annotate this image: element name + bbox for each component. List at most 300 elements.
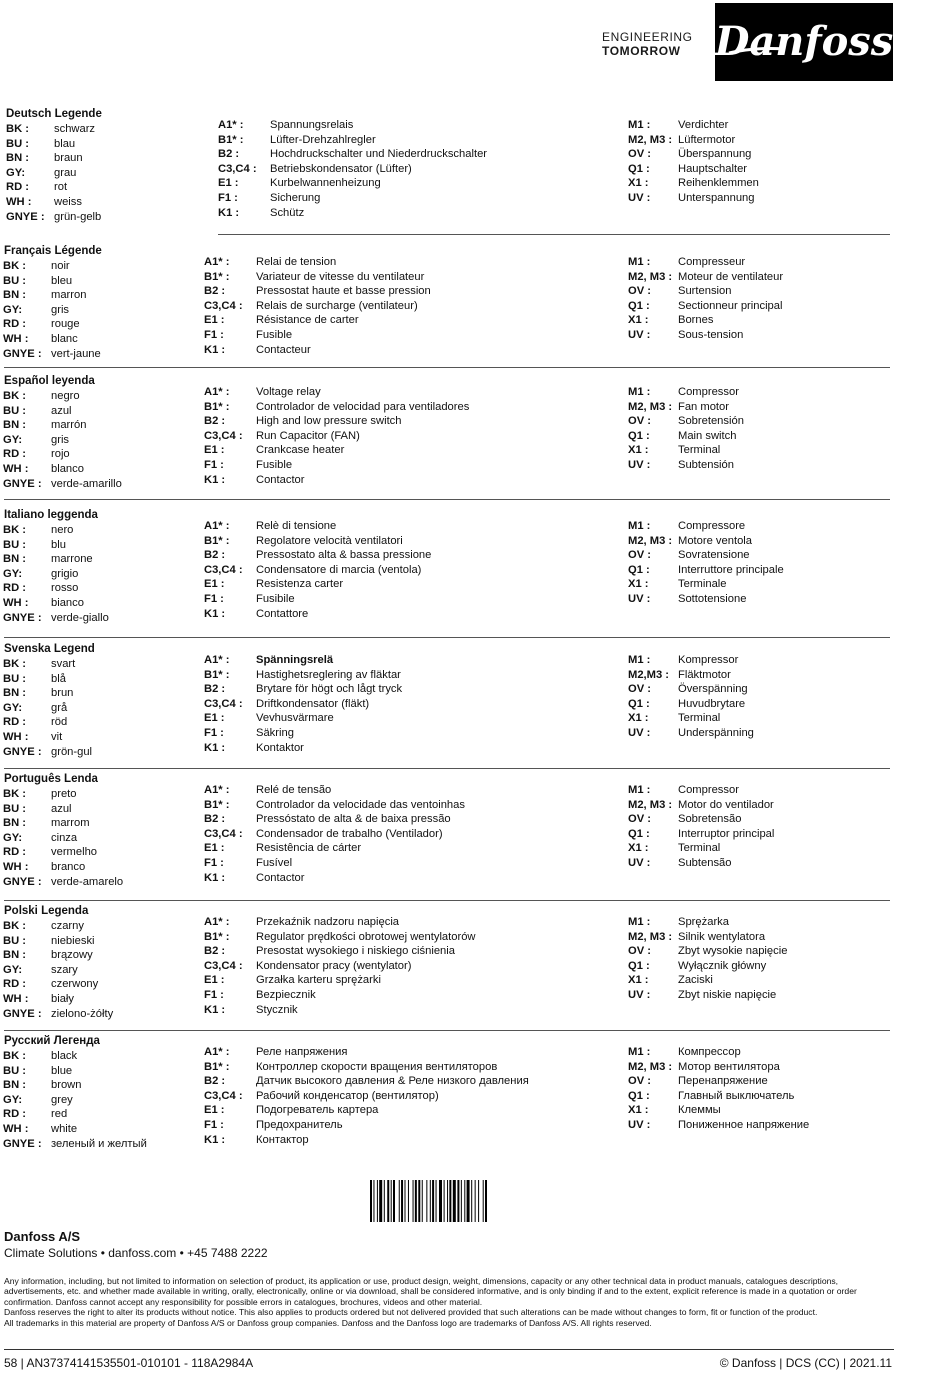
legend-key: A1* : [204,916,230,928]
legend-key: WH : [3,1122,29,1135]
legend-value: Überspannung [678,148,752,161]
legend-key: Q1 : [628,563,650,576]
legend-section [0,905,890,1035]
legend-key: M1 : [628,916,651,928]
legend-value: Spannungsrelais [270,119,354,131]
legend-key: WH : [3,992,29,1005]
legend-key: BK : [3,260,26,272]
legend-key: B1* : [204,534,230,547]
legend-value: Surtension [678,285,732,298]
legend-key: F1 : [204,856,224,869]
legend-key: BK : [3,788,26,800]
section-divider [218,234,890,235]
section-divider [4,900,890,901]
legend-value: Unterspannung [678,191,755,204]
legend-value: Реле напряжения [256,1046,348,1058]
legend-value: rot [54,181,68,194]
section-divider [4,1030,890,1031]
legend-key: BU : [3,404,26,417]
legend-value: braun [54,152,83,165]
legend-section [0,643,890,773]
legend-value: blu [51,538,66,551]
legend-value: weiss [54,195,82,208]
legend-key: K1 : [204,741,226,754]
tagline-line-2: TOMORROW [602,44,681,58]
legend-key: GY: [3,963,23,976]
legend-key: M2, M3 : [628,534,673,547]
legend-value: blau [54,137,76,150]
legend-value: gris [51,433,70,446]
legend-key: GY: [3,1093,23,1106]
legend-key: F1 : [204,726,224,739]
legend-key: E1 : [204,578,225,591]
legend-key: X1 : [628,444,649,457]
legend-value: verde-amarillo [51,477,122,490]
legend-key: Q1 : [628,429,650,442]
legend-key: OV : [628,148,651,161]
legend-key: GY: [3,701,23,714]
legend-value: czarny [51,920,84,932]
tagline-line-1: ENGINEERING [602,30,693,44]
legend-key: E1 : [204,842,225,855]
legend-key: B2 : [204,285,226,298]
legend-value: Пониженное напряжение [678,1118,810,1131]
legend-key: BK : [3,920,26,932]
legend-value: Wyłącznik główny [678,959,767,972]
legend-key: K1 : [204,1133,226,1146]
legend-value: vermelho [51,846,98,859]
legend-key: M1 : [628,1046,651,1058]
legend-key: BK : [3,390,26,402]
legend-value: biały [51,992,75,1005]
legend-key: OV : [628,683,651,696]
legend-value: Spänningsrelä [256,654,334,666]
legend-value: Regulator prędkości obrotowej wentylatorów [256,930,476,943]
legend-key: WH : [3,730,29,743]
legend-key: BN : [3,687,26,700]
footer-company: Danfoss A/S [4,1229,81,1244]
legend-value: Motor do ventilador [678,798,774,811]
legend-key: BK : [3,1050,26,1062]
legend-value: verde-giallo [51,611,109,624]
legend-key: OV : [628,285,651,298]
legend-key: M2,M3 : [628,668,670,681]
legend-key: M1 : [628,654,651,666]
legend-key: B2 : [204,1075,226,1088]
legend-key: F1 : [204,592,224,605]
legend-key: E1 : [204,314,225,327]
legend-key: B1* : [204,1060,230,1073]
barcode [370,1180,530,1222]
legend-key: RD : [3,1108,26,1121]
footer-contact: Climate Solutions • danfoss.com • +45 7488 2222 [4,1246,268,1260]
legend-key: A1* : [218,119,244,131]
legend-value: rosso [51,582,79,595]
legend-key: GY: [3,567,23,580]
legend-key: C3,C4 : [218,162,257,175]
legend-key: M2, M3 : [628,133,673,146]
legend-value: Рабочий конденсатор (вентилятор) [256,1089,439,1102]
logo-wordmark: Danfoss [715,18,893,65]
danfoss-logo [715,3,893,81]
legend-key: C3,C4 : [204,959,243,972]
legend-value: azul [51,802,72,815]
legend-value: svart [51,658,76,670]
legend-value: Contattore [256,607,309,620]
legend-key: OV : [628,415,651,428]
legend-value: Subtensión [678,458,734,471]
legend-key: BK : [3,658,26,670]
legend-key: GNYE : [3,347,42,360]
legend-value: Grzałka karteru sprężarki [256,974,381,987]
legend-key: X1 : [628,712,649,725]
legend-value: Sobretensión [678,415,744,428]
legend-value: Condensatore di marcia (ventola) [256,563,422,576]
header-tagline [602,30,693,58]
legend-key: B2 : [204,683,226,696]
legend-key: RD : [3,582,26,595]
legend-value: Zbyt wysokie napięcie [678,945,788,958]
legend-value: Terminal [678,712,721,725]
legend-value: noir [51,260,70,272]
legend-key: BU : [3,672,26,685]
legend-value: Variateur de vitesse du ventilateur [256,270,425,283]
legend-value: red [51,1108,68,1121]
legend-value: vit [51,730,63,743]
legend-title: Português Lenda [4,773,98,785]
legend-key: M1 : [628,386,651,398]
legend-key: X1 : [628,974,649,987]
legend-value: Controlador de velocidad para ventiladores [256,400,470,413]
legend-key: GNYE : [6,210,45,223]
legend-key: RD : [3,318,26,331]
legend-key: Q1 : [628,827,650,840]
legend-key: X1 : [628,578,649,591]
disclaimer-paragraph: All trademarks in this material are property of Danfoss A/S or Danfoss group companies. Danfoss and the Danfoss logo are trademarks of Danfoss A/S. All rights reserved. [4,1317,652,1328]
legend-value: vert-jaune [51,347,101,360]
legend-key: M1 : [628,520,651,532]
legend-key: X1 : [628,1104,649,1117]
legend-key: M2, M3 : [628,1060,673,1073]
legend-value: Stycznik [256,1003,298,1016]
legend-key: BN : [6,152,29,165]
legend-key: UV : [628,592,651,605]
legend-key: C3,C4 : [204,429,243,442]
legend-value: Motore ventola [678,534,753,547]
legend-value: Przekaźnik nadzoru napięcia [256,916,400,928]
legend-key: K1 : [204,871,226,884]
legend-value: schwarz [54,123,96,135]
legend-key: GY: [3,433,23,446]
legend-value: Hochdruckschalter und Niederdruckschalter [270,148,488,161]
legend-key: WH : [3,332,29,345]
legend-title: Русский Легенда [4,1035,100,1047]
legend-key: GY: [6,166,26,179]
legend-value: grün-gelb [54,210,102,223]
legend-key: X1 : [628,177,649,190]
legend-value: rouge [51,318,80,331]
legend-value: blue [51,1064,73,1077]
legend-value: Sous-tension [678,328,744,341]
legend-key: K1 : [204,473,226,486]
legend-value: bianco [51,596,84,609]
legend-key: K1 : [204,1003,226,1016]
legend-value: Terminal [678,842,721,855]
legend-key: B1* : [204,400,230,413]
legend-value: Condensador de trabalho (Ventilador) [256,827,443,840]
copyright: © Danfoss | DCS (CC) | 2021.11 [719,1356,892,1370]
legend-key: E1 : [204,1104,225,1117]
legend-value: Crankcase heater [256,444,345,457]
legend-value: Lüftermotor [678,133,736,146]
legend-value: black [51,1050,78,1062]
legend-value: preto [51,788,77,800]
legend-key: BU : [3,538,26,551]
legend-key: UV : [628,191,651,204]
legend-value: Verdichter [678,119,729,131]
legend-value: Fusibile [256,592,295,605]
legend-key: C3,C4 : [204,827,243,840]
legend-value: white [51,1122,78,1135]
legend-section [0,375,890,505]
legend-key: E1 : [204,444,225,457]
legend-key: OV : [628,549,651,562]
legend-key: GNYE : [3,611,42,624]
legend-key: B1* : [204,930,230,943]
legend-key: C3,C4 : [204,563,243,576]
legend-value: Relè di tensione [256,520,337,532]
legend-key: BU : [3,1064,26,1077]
legend-value: blanco [51,462,84,475]
legend-key: A1* : [204,1046,230,1058]
legend-key: F1 : [204,1118,224,1131]
legend-value: azul [51,404,72,417]
legend-key: BN : [3,1079,26,1092]
legend-value: zielono-żółty [51,1007,114,1020]
legend-key: B1* : [204,270,230,283]
legend-section [0,773,890,903]
legend-value: Предохранитель [256,1118,343,1131]
legend-value: Клеммы [678,1104,721,1117]
legend-key: RD : [6,181,29,194]
legend-value: Zaciski [678,974,713,987]
legend-key: M2, M3 : [628,270,673,283]
legend-key: BK : [3,524,26,536]
legend-value: Presostat wysokiego i niskiego ciśnienia [256,945,455,958]
legend-key: OV : [628,1075,651,1088]
legend-value: Huvudbrytare [678,697,746,710]
legend-value: Compressore [678,520,746,532]
legend-key: B2 : [204,945,226,958]
legend-value: branco [51,860,86,873]
legend-value: Sprężarka [678,916,729,928]
legend-value: Brytare för högt och lågt tryck [256,683,403,696]
legend-key: Q1 : [628,299,650,312]
legend-value: Terminale [678,578,727,591]
legend-key: BU : [6,137,29,150]
legend-key: GNYE : [3,1007,42,1020]
legend-section [0,509,890,639]
legend-key: Q1 : [628,1089,650,1102]
legend-value: szary [51,963,78,976]
legend-value: Relais de surcharge (ventilateur) [256,299,418,312]
legend-value: grau [54,166,77,179]
legend-key: E1 : [204,712,225,725]
legend-value: grey [51,1093,73,1106]
legend-key: GY: [3,831,23,844]
legend-value: grön-gul [51,745,93,758]
legend-title: Deutsch Legende [6,108,102,120]
disclaimer-paragraph: Danfoss reserves the right to alter its products without notice. This also applies to products ordered but not delivered provided that such alterations can be made without changes to form, fit or function of the product. [4,1307,818,1318]
legend-value: Säkring [256,726,294,739]
section-divider [4,499,890,500]
legend-value: Terminal [678,444,721,457]
legend-value: Fusível [256,856,293,869]
legend-key: GNYE : [3,745,42,758]
legend-value: Bezpiecznik [256,988,316,1001]
legend-value: Contactor [256,871,305,884]
legend-key: B2 : [204,813,226,826]
legend-title: Italiano leggenda [4,509,98,521]
legend-value: Kurbelwannenheizung [270,177,381,190]
legend-value: marrone [51,553,93,566]
legend-value: nero [51,524,74,536]
legend-value: Relai de tension [256,256,337,268]
legend-value: зеленый и желтый [51,1137,147,1150]
legend-value: verde-amarelo [51,875,124,888]
legend-value: blå [51,672,66,685]
legend-value: Hastighetsreglering av fläktar [256,668,401,681]
legend-value: Reihenklemmen [678,177,759,190]
legend-title: Español leyenda [4,375,95,387]
legend-key: F1 : [218,191,238,204]
legend-key: A1* : [204,256,230,268]
legend-key: M1 : [628,256,651,268]
legend-key: F1 : [204,328,224,341]
legend-key: M2, M3 : [628,798,673,811]
legend-key: A1* : [204,386,230,398]
legend-value: grigio [51,567,79,580]
legend-value: Compresseur [678,256,746,268]
legend-value: Sobretensão [678,813,742,826]
legend-value: Schütz [270,206,305,219]
legend-value: Compressor [678,386,739,398]
legend-key: WH : [3,860,29,873]
legend-value: Interruptor principal [678,827,775,840]
legend-value: brown [51,1079,82,1092]
legend-value: Контактор [256,1133,309,1146]
legend-key: BN : [3,289,26,302]
legend-key: X1 : [628,314,649,327]
legend-value: Fusible [256,328,293,341]
footer-divider [4,1349,894,1350]
legend-key: BK : [6,123,29,135]
legend-value: Contacteur [256,343,311,356]
legend-key: M2, M3 : [628,930,673,943]
legend-section [0,1035,890,1165]
legend-value: Sottotensione [678,592,747,605]
legend-value: gris [51,303,70,316]
legend-value: High and low pressure switch [256,415,402,428]
legend-value: Resistência de cárter [256,842,362,855]
legend-key: E1 : [204,974,225,987]
legend-key: BN : [3,553,26,566]
legend-value: Pressostat haute et basse pression [256,285,431,298]
danfoss-logo-icon [715,3,893,81]
legend-value: Контроллер скорости вращения вентиляторов [256,1060,498,1073]
legend-value: Överspänning [678,683,748,696]
legend-value: Fusible [256,458,293,471]
legend-key: RD : [3,716,26,729]
legend-value: röd [51,716,68,729]
legend-value: Kontaktor [256,741,304,754]
legend-value: Kondensator pracy (wentylator) [256,959,412,972]
legend-key: Q1 : [628,959,650,972]
legend-value: Компрессор [678,1046,741,1058]
section-divider [4,637,890,638]
section-divider [4,367,890,368]
legend-value: negro [51,390,80,402]
legend-key: A1* : [204,784,230,796]
legend-key: UV : [628,458,651,471]
legend-value: Lüfter-Drehzahlregler [270,133,376,146]
legend-value: Underspänning [678,726,754,739]
legend-value: rojo [51,448,70,461]
legend-key: BU : [3,934,26,947]
legend-key: BN : [3,949,26,962]
legend-key: OV : [628,945,651,958]
legend-value: Hauptschalter [678,162,748,175]
legend-value: bleu [51,274,73,287]
legend-key: Q1 : [628,162,650,175]
legend-value: Sovratensione [678,549,750,562]
legend-key: UV : [628,988,651,1001]
legend-value: Bornes [678,314,714,327]
legend-key: WH : [6,195,32,208]
legend-key: WH : [3,596,29,609]
legend-value: Pressóstato de alta & de baixa pressão [256,813,451,826]
legend-value: Главный выключатель [678,1089,795,1102]
legend-key: WH : [3,462,29,475]
legend-key: B1* : [204,798,230,811]
legend-value: Sectionneur principal [678,299,783,312]
legend-key: K1 : [218,206,240,219]
legend-value: grå [51,701,68,714]
section-divider [4,768,890,769]
legend-value: marron [51,289,87,302]
legend-key: K1 : [204,607,226,620]
legend-key: Q1 : [628,697,650,710]
legend-value: Sicherung [270,191,321,204]
legend-value: Main switch [678,429,737,442]
legend-title: Français Légende [4,245,102,257]
legend-key: X1 : [628,842,649,855]
legend-value: Interruttore principale [678,563,784,576]
legend-key: RD : [3,846,26,859]
legend-key: F1 : [204,988,224,1001]
legend-key: F1 : [204,458,224,471]
page-identifier: 58 | AN37374141535501-010101 - 118A2984A [4,1356,254,1370]
legend-value: Kompressor [678,654,739,666]
legend-key: BN : [3,817,26,830]
legend-key: GNYE : [3,875,42,888]
legend-key: B1* : [204,668,230,681]
legend-value: brązowy [51,949,93,962]
legend-value: Voltage relay [256,386,321,398]
legend-key: B2 : [204,415,226,428]
legend-key: UV : [628,1118,651,1131]
legend-value: marrom [51,817,90,830]
